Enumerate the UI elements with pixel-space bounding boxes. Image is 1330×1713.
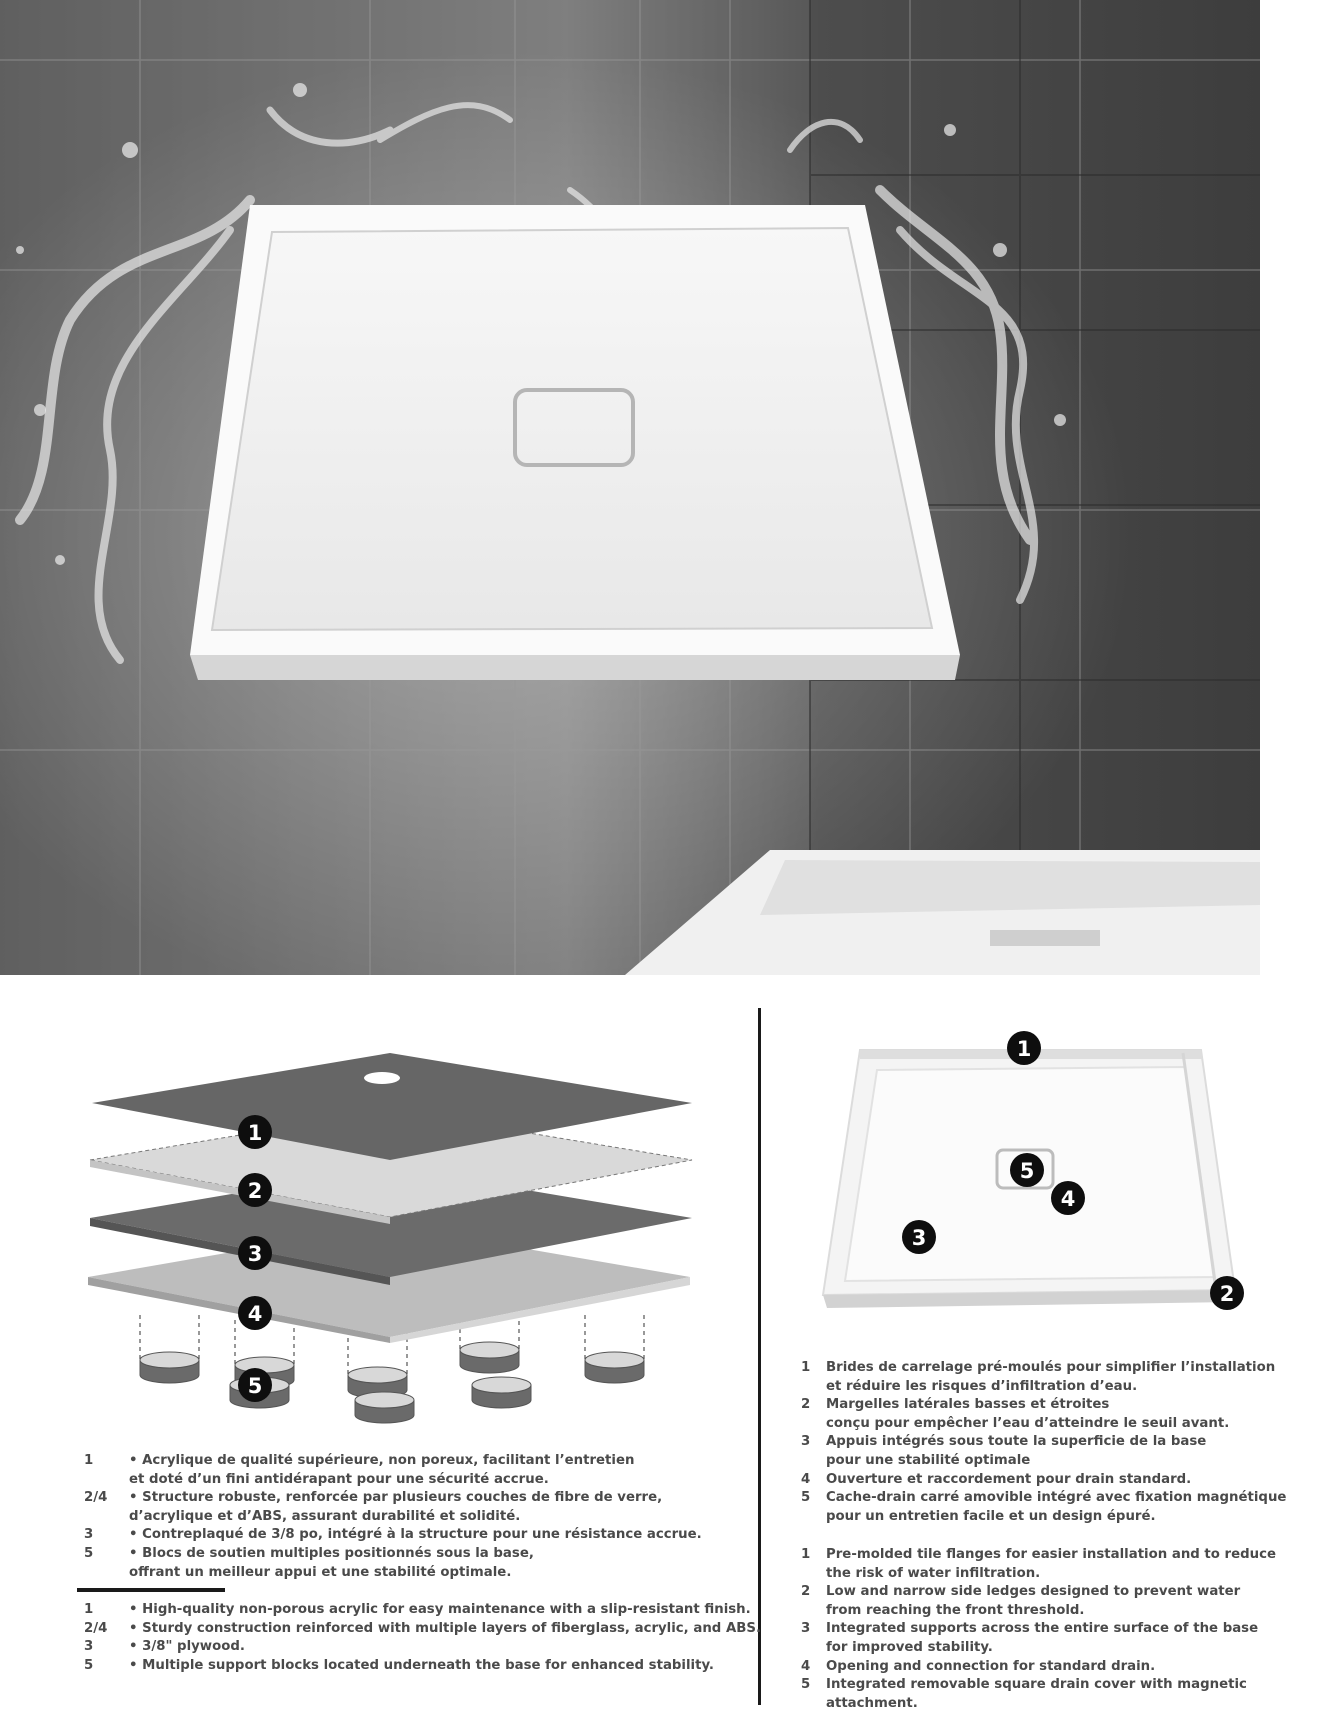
- list-item: 5 Cache-drain carré amovible intégré avec fixation magnétique pour un entretien facile et un design épuré.: [801, 1490, 1287, 1524]
- list-item: 3 • Contreplaqué de 3/8 po, intégré à la structure pour une résistance accrue.: [84, 1527, 702, 1543]
- list-item: 2/4 • Sturdy construction reinforced with multiple layers of fiberglass, acrylic, and ABS.: [84, 1620, 762, 1636]
- list-item: 5 Integrated removable square drain cover with magnetic attachment.: [801, 1677, 1247, 1711]
- list-item: 4 Opening and connection for standard drain.: [801, 1658, 1156, 1674]
- base-illustration: [805, 1015, 1260, 1315]
- svg-text:3: 3: [247, 1242, 263, 1266]
- list-item: 5 • Multiple support blocks located underneath the base for enhanced stability.: [84, 1657, 714, 1673]
- svg-text:5: 5: [247, 1374, 263, 1398]
- svg-text:2: 2: [1219, 1282, 1235, 1306]
- list-item: 2 Margelles latérales basses et étroites conçu pour empêcher l’eau d’atteindre le seuil avant.: [801, 1397, 1230, 1431]
- en-feature-list: [801, 1546, 1326, 1713]
- list-item: 1 Pre-molded tile flanges for easier installation and to reduce the risk of water infiltration.: [801, 1547, 1277, 1581]
- list-item: 2 Low and narrow side ledges designed to prevent water from reaching the front threshold.: [801, 1584, 1241, 1618]
- en-layer-list: [84, 1601, 762, 1675]
- list-item: 1 • Acrylique de qualité supérieure, non poreux, facilitant l’entretien et doté d’un fini antidérapant pour une sécurité accrue.: [84, 1453, 635, 1487]
- list-item: 3 Integrated supports across the entire surface of the base for improved stability.: [801, 1621, 1259, 1655]
- svg-text:2: 2: [247, 1179, 263, 1203]
- list-item: 1 Brides de carrelage pré-moulés pour simplifier l’installation et réduire les risques d’infiltration d’eau.: [801, 1360, 1276, 1394]
- fr-feature-list: [801, 1359, 1321, 1526]
- fr-layer-list: [84, 1452, 734, 1582]
- list-item: 5 • Blocs de soutien multiples positionnés sous la base, offrant un meilleur appui et une stabilité optimale.: [84, 1545, 534, 1580]
- list-item: 3 • 3/8" plywood.: [84, 1639, 245, 1655]
- svg-text:3: 3: [911, 1226, 927, 1250]
- list-item: 1 • High-quality non-porous acrylic for easy maintenance with a slip-resistant finish.: [84, 1602, 751, 1617]
- svg-text:4: 4: [247, 1302, 263, 1326]
- section-rule: [77, 1588, 225, 1592]
- list-item: 3 Appuis intégrés sous toute la superficie de la base pour une stabilité optimale: [801, 1434, 1207, 1468]
- svg-text:5: 5: [1019, 1159, 1035, 1183]
- list-item: 4 Ouverture et raccordement pour drain standard.: [801, 1471, 1192, 1487]
- svg-text:1: 1: [1016, 1037, 1032, 1061]
- vertical-divider: [758, 1008, 761, 1705]
- svg-text:1: 1: [247, 1121, 263, 1145]
- svg-text:4: 4: [1060, 1187, 1076, 1211]
- shower-base-callout-diagram: [805, 1015, 1260, 1315]
- layers-illustration: [70, 1035, 730, 1430]
- exploded-layer-diagram: [70, 1035, 730, 1430]
- list-item: 2/4 • Structure robuste, renforcée par plusieurs couches de fibre de verre, d’acrylique et d’ABS, assurant durabilité et solidité.: [84, 1490, 663, 1524]
